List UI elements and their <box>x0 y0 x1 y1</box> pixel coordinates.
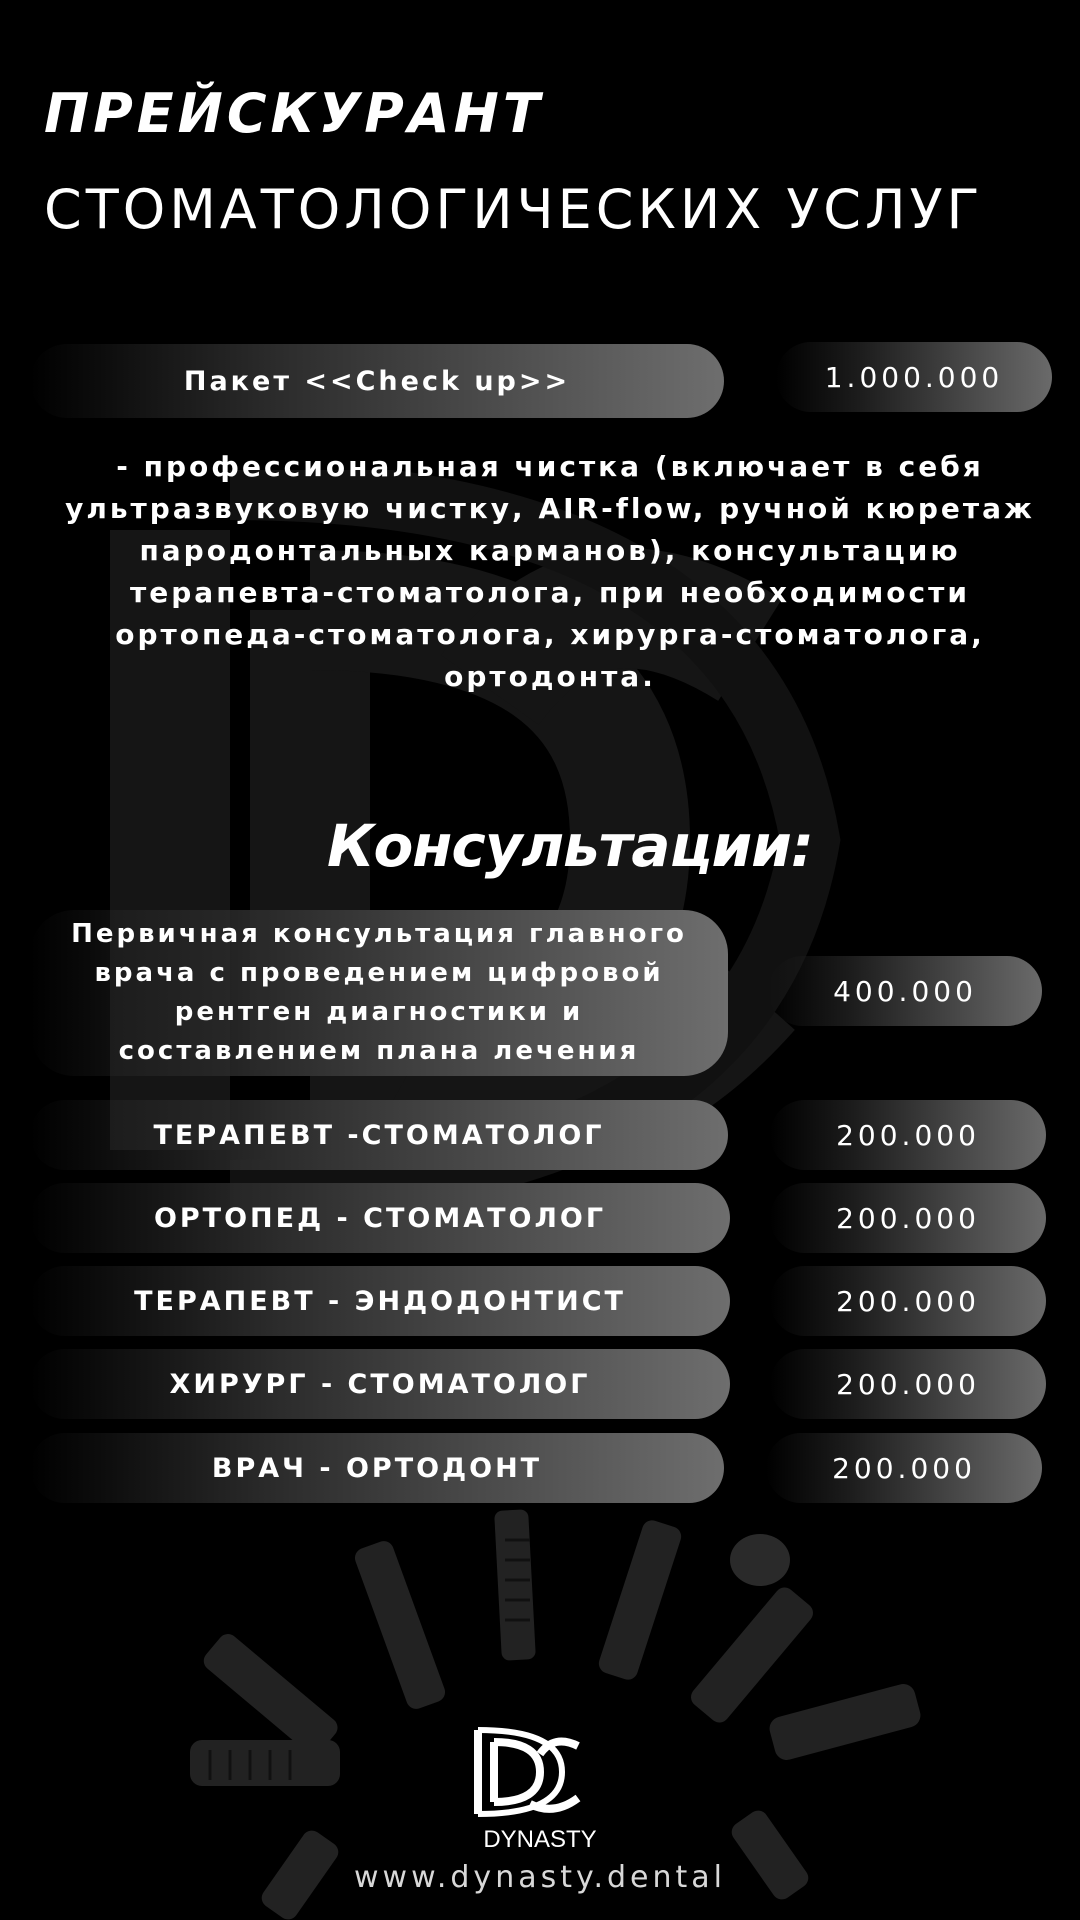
service-endodontist-price: 200.000 <box>770 1266 1046 1336</box>
service-surgeon: ХИРУРГ - СТОМАТОЛОГ <box>30 1349 730 1419</box>
package-description: - профессиональная чистка (включает в себя ультразвуковую чистку, AIR-flow, ручной кюретаж пародонтальных карманов), консультацию терапевта-стоматолога, при необходимости ортопеда-стоматолога, хирурга-стоматолога, ортодонта. <box>65 450 1035 693</box>
dental-implants-illustration <box>170 1500 930 1920</box>
first-consultation-price: 400.000 <box>768 956 1042 1026</box>
brand-name: DYNASTY <box>483 1826 597 1853</box>
service-therapist: ТЕРАПЕВТ -СТОМАТОЛОГ <box>30 1100 728 1170</box>
consultations-heading: Консультации: <box>327 812 813 880</box>
service-orthopedist-price: 200.000 <box>770 1183 1046 1253</box>
website-link[interactable]: www.dynasty.dental <box>354 1860 726 1895</box>
service-surgeon-price: 200.000 <box>770 1349 1046 1419</box>
package-label: Пакет <<Check up>> <box>30 344 724 418</box>
service-endodontist: ТЕРАПЕВТ - ЭНДОДОНТИСТ <box>30 1266 730 1336</box>
page-subtitle: СТОМАТОЛОГИЧЕСКИХ УСЛУГ <box>44 178 984 241</box>
service-orthopedist: ОРТОПЕД - СТОМАТОЛОГ <box>30 1183 730 1253</box>
first-consultation-label: Первичная консультация главного врача с проведением цифровой рентген диагностики и составлением плана лечения <box>30 910 728 1076</box>
package-price: 1.000.000 <box>776 342 1052 412</box>
dynasty-logo-icon <box>470 1724 586 1820</box>
service-therapist-price: 200.000 <box>770 1100 1046 1170</box>
service-orthodontist-price: 200.000 <box>766 1433 1042 1503</box>
service-orthodontist: ВРАЧ - ОРТОДОНТ <box>30 1433 724 1503</box>
page-title: ПРЕЙСКУРАНТ <box>44 82 544 145</box>
